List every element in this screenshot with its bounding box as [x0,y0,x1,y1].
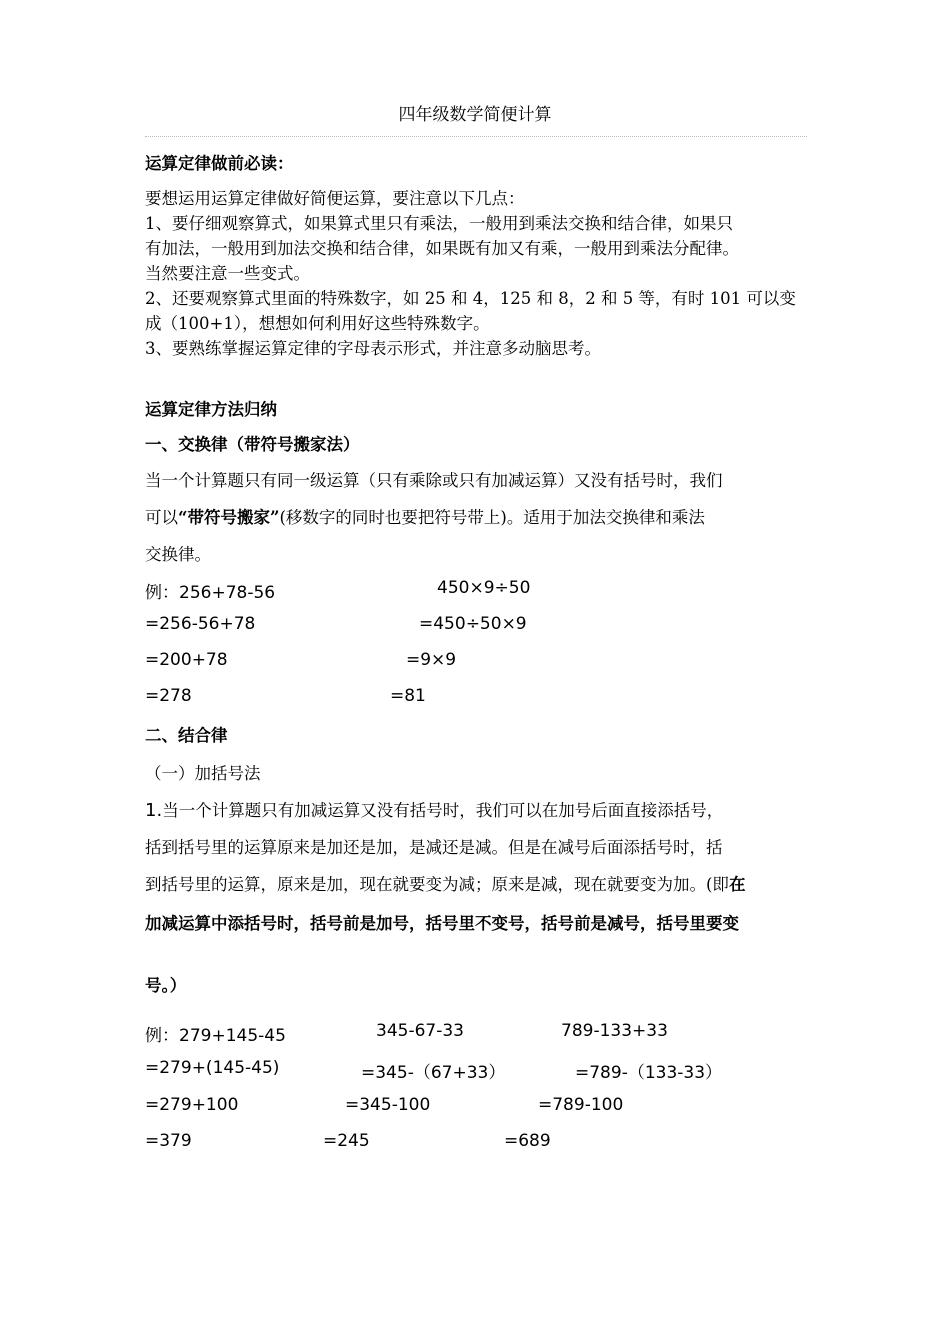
intro-line: 要想运用运算定律做好简便运算，要注意以下几点： [145,189,525,208]
assoc-example-a-line2: =279+(145-45) [145,1058,280,1078]
intro-p3: 3、要熟练掌握运算定律的字母表示形式，并注意多动脑思考。 [145,339,601,358]
assoc-example-a-line3: =279+100 [145,1095,239,1115]
example-b-line1: 450×9÷50 [437,578,531,598]
commutative-line2-b: (移数字的同时也要把符号带上)。适用于加法交换律和乘法 [279,508,705,527]
associative-line1-number: 1. [145,800,163,821]
assoc-example-c-line1: 789-133+33 [561,1021,668,1041]
page-title: 四年级数学简便计算 [398,105,552,125]
intro-p2-line1: 2、还要观察算式里面的特殊数字，如 25 和 4，125 和 8，2 和 5 等，有时 101 可以变 [145,289,796,308]
commutative-keyword: “带符号搬家” [178,508,280,527]
intro-p2-line2: 成（100+1），想想如何利用好这些特殊数字。 [145,314,490,333]
assoc-example-c-line4: =689 [504,1131,551,1151]
commutative-heading: 一、交换律（带符号搬家法） [145,435,360,454]
assoc-example-a-line1: 例：279+145-45 [145,1026,286,1046]
associative-line1-text: 当一个计算题只有加减运算又没有括号时，我们可以在加号后面直接添括号， [162,801,724,820]
intro-p1-line2: 有加法，一般用到加法交换和结合律，如果既有加又有乘，一般用到乘法分配律。 [145,239,739,258]
assoc-example-b-line1: 345-67-33 [376,1021,464,1041]
example-b-line3: =9×9 [406,650,457,670]
example-a-line3: =200+78 [145,650,228,670]
associative-rule-end: 号。） [145,976,187,995]
assoc-example-a-line4: =379 [145,1131,192,1151]
methods-heading: 运算定律方法归纳 [145,400,277,419]
intro-heading: 运算定律做前必读： [145,154,294,173]
example-a-line1: 例：256+78-56 [145,583,276,603]
example-b-line2: =450÷50×9 [419,614,527,634]
associative-line3-a: 到括号里的运算，原来是加，现在就要变为减；原来是减，现在就要变为加。(即 [145,875,729,894]
example-a-line2: =256-56+78 [145,614,256,634]
associative-heading: 二、结合律 [145,726,228,745]
associative-line3-bold: 在 [728,875,746,894]
assoc-example-b-line4: =245 [323,1131,370,1151]
commutative-line1: 当一个计算题只有同一级运算（只有乘除或只有加减运算）又没有括号时，我们 [145,471,723,490]
assoc-example-c-line2: =789-（133-33） [575,1063,723,1083]
commutative-line2-a: 可以 [145,508,178,527]
intro-p1-line3: 当然要注意一些变式。 [145,264,310,283]
example-b-line4: =81 [390,686,426,706]
intro-p1-line1: 1、要仔细观察算式，如果算式里只有乘法，一般用到乘法交换和结合律，如果只 [145,214,733,233]
commutative-line3: 交换律。 [145,545,211,564]
assoc-example-c-line3: =789-100 [538,1095,624,1115]
example-a-line4: =278 [145,686,192,706]
associative-subheading: （一）加括号法 [145,764,261,783]
associative-line3 [145,871,745,895]
title-divider [145,136,807,137]
associative-line2: 括到括号里的运算原来是加还是加，是减还是减。但是在减号后面添括号时，括 [145,838,723,857]
associative-rule-line: 加减运算中添括号时，括号前是加号，括号里不变号，括号前是减号，括号里要变 [145,914,739,933]
assoc-example-b-line3: =345-100 [345,1095,431,1115]
commutative-line2 [145,504,705,528]
assoc-example-b-line2: =345-（67+33） [361,1063,506,1083]
associative-line1 [145,797,723,821]
